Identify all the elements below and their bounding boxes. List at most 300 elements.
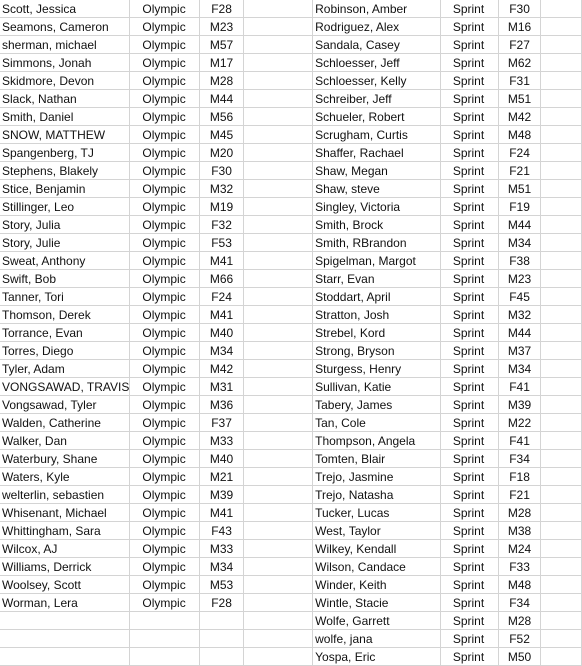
left-name-cell[interactable]: Thomson, Derek [0, 306, 130, 324]
left-race-cell[interactable]: Olympic [130, 0, 200, 18]
spacer-cell[interactable] [541, 288, 582, 306]
left-race-cell[interactable]: Olympic [130, 522, 200, 540]
spacer-cell[interactable] [243, 108, 312, 126]
spacer-cell[interactable] [541, 648, 582, 666]
left-division-cell[interactable]: M40 [200, 450, 244, 468]
left-race-cell[interactable]: Olympic [130, 360, 200, 378]
right-name-cell[interactable]: Schreiber, Jeff [313, 90, 441, 108]
right-division-cell[interactable]: F24 [498, 144, 541, 162]
spacer-cell[interactable] [243, 522, 312, 540]
right-race-cell[interactable]: Sprint [440, 432, 498, 450]
left-race-cell[interactable]: Olympic [130, 432, 200, 450]
right-name-cell[interactable]: Winder, Keith [313, 576, 441, 594]
right-division-cell[interactable]: M28 [498, 612, 541, 630]
right-name-cell[interactable]: Wilkey, Kendall [313, 540, 441, 558]
left-division-cell[interactable]: M41 [200, 306, 244, 324]
table-row [0, 396, 582, 414]
left-race-cell[interactable]: Olympic [130, 324, 200, 342]
right-division-cell[interactable]: F41 [498, 432, 541, 450]
right-race-cell[interactable]: Sprint [440, 198, 498, 216]
spacer-cell[interactable] [541, 72, 582, 90]
spacer-cell[interactable] [541, 342, 582, 360]
left-name-cell[interactable]: Walden, Catherine [0, 414, 130, 432]
spacer-cell[interactable] [541, 108, 582, 126]
spacer-cell[interactable] [541, 504, 582, 522]
right-name-cell[interactable]: Trejo, Jasmine [313, 468, 441, 486]
spacer-cell[interactable] [243, 432, 312, 450]
right-race-cell[interactable]: Sprint [440, 594, 498, 612]
right-race-cell[interactable]: Sprint [440, 270, 498, 288]
spacer-cell[interactable] [541, 0, 582, 18]
left-race-cell[interactable] [130, 630, 200, 648]
right-race-cell[interactable]: Sprint [440, 576, 498, 594]
right-name-cell[interactable]: Sandala, Casey [313, 36, 441, 54]
right-race-cell[interactable]: Sprint [440, 468, 498, 486]
right-race-cell[interactable]: Sprint [440, 144, 498, 162]
right-name-cell[interactable]: Starr, Evan [313, 270, 441, 288]
left-division-cell[interactable]: M42 [200, 360, 244, 378]
spacer-cell[interactable] [243, 630, 312, 648]
left-division-cell[interactable]: F24 [200, 288, 244, 306]
left-race-cell[interactable]: Olympic [130, 306, 200, 324]
left-division-cell[interactable]: M36 [200, 396, 244, 414]
left-race-cell[interactable]: Olympic [130, 558, 200, 576]
left-race-cell[interactable]: Olympic [130, 108, 200, 126]
right-name-cell[interactable]: Stratton, Josh [313, 306, 441, 324]
spacer-cell[interactable] [541, 180, 582, 198]
left-name-cell[interactable]: Scott, Jessica [0, 0, 130, 18]
left-division-cell[interactable]: M21 [200, 468, 244, 486]
table-row [0, 522, 582, 540]
left-race-cell[interactable]: Olympic [130, 180, 200, 198]
left-name-cell[interactable]: Tanner, Tori [0, 288, 130, 306]
right-name-cell[interactable]: Tabery, James [313, 396, 441, 414]
right-race-cell[interactable]: Sprint [440, 342, 498, 360]
right-division-cell[interactable]: F19 [498, 198, 541, 216]
left-division-cell[interactable]: M33 [200, 432, 244, 450]
left-race-cell[interactable]: Olympic [130, 576, 200, 594]
left-name-cell[interactable]: Waterbury, Shane [0, 450, 130, 468]
right-name-cell[interactable]: Tucker, Lucas [313, 504, 441, 522]
spacer-cell[interactable] [243, 450, 312, 468]
left-name-cell[interactable] [0, 648, 130, 666]
right-race-cell[interactable]: Sprint [440, 90, 498, 108]
left-race-cell[interactable]: Olympic [130, 162, 200, 180]
right-race-cell[interactable]: Sprint [440, 180, 498, 198]
left-name-cell[interactable]: Skidmore, Devon [0, 72, 130, 90]
left-race-cell[interactable]: Olympic [130, 396, 200, 414]
right-name-cell[interactable]: Shaffer, Rachael [313, 144, 441, 162]
right-name-cell[interactable]: Schloesser, Kelly [313, 72, 441, 90]
left-name-cell[interactable]: Worman, Lera [0, 594, 130, 612]
spacer-cell[interactable] [243, 288, 312, 306]
spacer-cell[interactable] [243, 162, 312, 180]
left-division-cell[interactable]: F32 [200, 216, 244, 234]
left-race-cell[interactable]: Olympic [130, 72, 200, 90]
right-name-cell[interactable]: Strong, Bryson [313, 342, 441, 360]
right-race-cell[interactable]: Sprint [440, 306, 498, 324]
right-division-cell[interactable]: M32 [498, 306, 541, 324]
left-race-cell[interactable]: Olympic [130, 594, 200, 612]
right-division-cell[interactable]: M23 [498, 270, 541, 288]
spacer-cell[interactable] [243, 540, 312, 558]
right-name-cell[interactable]: Tan, Cole [313, 414, 441, 432]
right-race-cell[interactable]: Sprint [440, 288, 498, 306]
left-name-cell[interactable]: Waters, Kyle [0, 468, 130, 486]
right-race-cell[interactable]: Sprint [440, 162, 498, 180]
left-name-cell[interactable]: Torrance, Evan [0, 324, 130, 342]
left-race-cell[interactable]: Olympic [130, 378, 200, 396]
spacer-cell[interactable] [541, 234, 582, 252]
spacer-cell[interactable] [243, 594, 312, 612]
left-race-cell[interactable]: Olympic [130, 252, 200, 270]
right-name-cell[interactable]: Trejo, Natasha [313, 486, 441, 504]
right-race-cell[interactable]: Sprint [440, 522, 498, 540]
right-name-cell[interactable]: Sullivan, Katie [313, 378, 441, 396]
left-division-cell[interactable]: F28 [200, 0, 244, 18]
right-name-cell[interactable]: Schloesser, Jeff [313, 54, 441, 72]
left-name-cell[interactable]: Smith, Daniel [0, 108, 130, 126]
right-division-cell[interactable]: M37 [498, 342, 541, 360]
left-division-cell[interactable]: M56 [200, 108, 244, 126]
spacer-cell[interactable] [541, 558, 582, 576]
right-name-cell[interactable]: Spigelman, Margot [313, 252, 441, 270]
right-division-cell[interactable]: M34 [498, 360, 541, 378]
spacer-cell[interactable] [541, 486, 582, 504]
right-name-cell[interactable]: Tomten, Blair [313, 450, 441, 468]
left-race-cell[interactable]: Olympic [130, 450, 200, 468]
left-name-cell[interactable]: SNOW, MATTHEW [0, 126, 130, 144]
left-division-cell[interactable]: F37 [200, 414, 244, 432]
spacer-cell[interactable] [243, 252, 312, 270]
spacer-cell[interactable] [541, 576, 582, 594]
spacer-cell[interactable] [243, 414, 312, 432]
spacer-cell[interactable] [243, 36, 312, 54]
right-division-cell[interactable]: M38 [498, 522, 541, 540]
left-race-cell[interactable]: Olympic [130, 288, 200, 306]
right-race-cell[interactable]: Sprint [440, 360, 498, 378]
right-division-cell[interactable]: M42 [498, 108, 541, 126]
right-division-cell[interactable]: M22 [498, 414, 541, 432]
right-division-cell[interactable]: M51 [498, 180, 541, 198]
right-division-cell[interactable]: M24 [498, 540, 541, 558]
left-name-cell[interactable]: Story, Julie [0, 234, 130, 252]
left-race-cell[interactable]: Olympic [130, 198, 200, 216]
spacer-cell[interactable] [541, 54, 582, 72]
right-name-cell[interactable]: Singley, Victoria [313, 198, 441, 216]
right-race-cell[interactable]: Sprint [440, 54, 498, 72]
left-division-cell[interactable]: M34 [200, 342, 244, 360]
right-name-cell[interactable]: Sturgess, Henry [313, 360, 441, 378]
right-name-cell[interactable]: wolfe, jana [313, 630, 441, 648]
spacer-cell[interactable] [243, 198, 312, 216]
left-name-cell[interactable]: Walker, Dan [0, 432, 130, 450]
right-division-cell[interactable]: F34 [498, 594, 541, 612]
left-race-cell[interactable]: Olympic [130, 414, 200, 432]
spacer-cell[interactable] [243, 72, 312, 90]
right-division-cell[interactable]: F27 [498, 36, 541, 54]
spacer-cell[interactable] [541, 270, 582, 288]
spacer-cell[interactable] [541, 252, 582, 270]
right-name-cell[interactable]: Wolfe, Garrett [313, 612, 441, 630]
right-race-cell[interactable]: Sprint [440, 0, 498, 18]
right-division-cell[interactable]: M62 [498, 54, 541, 72]
right-division-cell[interactable]: F52 [498, 630, 541, 648]
right-division-cell[interactable]: F30 [498, 0, 541, 18]
left-name-cell[interactable] [0, 630, 130, 648]
left-race-cell[interactable]: Olympic [130, 234, 200, 252]
left-division-cell[interactable] [200, 648, 244, 666]
spacer-cell[interactable] [243, 486, 312, 504]
right-name-cell[interactable]: West, Taylor [313, 522, 441, 540]
right-name-cell[interactable]: Yospa, Eric [313, 648, 441, 666]
left-name-cell[interactable]: Tyler, Adam [0, 360, 130, 378]
spacer-cell[interactable] [243, 90, 312, 108]
left-name-cell[interactable]: Stillinger, Leo [0, 198, 130, 216]
right-division-cell[interactable]: M34 [498, 234, 541, 252]
right-race-cell[interactable]: Sprint [440, 396, 498, 414]
table-row [0, 216, 582, 234]
spacer-cell[interactable] [541, 540, 582, 558]
right-division-cell[interactable]: F38 [498, 252, 541, 270]
left-name-cell[interactable]: welterlin, sebastien [0, 486, 130, 504]
left-race-cell[interactable]: Olympic [130, 504, 200, 522]
left-division-cell[interactable]: M19 [200, 198, 244, 216]
spacer-cell[interactable] [243, 360, 312, 378]
right-division-cell[interactable]: F21 [498, 486, 541, 504]
left-division-cell[interactable]: M41 [200, 252, 244, 270]
spacer-cell[interactable] [541, 198, 582, 216]
right-division-cell[interactable]: F33 [498, 558, 541, 576]
left-race-cell[interactable]: Olympic [130, 36, 200, 54]
spacer-cell[interactable] [243, 504, 312, 522]
left-race-cell[interactable]: Olympic [130, 486, 200, 504]
spacer-cell[interactable] [541, 432, 582, 450]
spacer-cell[interactable] [541, 306, 582, 324]
spacer-cell[interactable] [541, 126, 582, 144]
right-race-cell[interactable]: Sprint [440, 630, 498, 648]
right-race-cell[interactable]: Sprint [440, 234, 498, 252]
left-race-cell[interactable]: Olympic [130, 126, 200, 144]
spacer-cell[interactable] [541, 216, 582, 234]
spacer-cell[interactable] [243, 180, 312, 198]
right-race-cell[interactable]: Sprint [440, 612, 498, 630]
spacer-cell[interactable] [243, 144, 312, 162]
left-name-cell[interactable]: Wilcox, AJ [0, 540, 130, 558]
right-division-cell[interactable]: F21 [498, 162, 541, 180]
left-division-cell[interactable]: M34 [200, 558, 244, 576]
right-race-cell[interactable]: Sprint [440, 126, 498, 144]
left-division-cell[interactable]: M39 [200, 486, 244, 504]
right-name-cell[interactable]: Thompson, Angela [313, 432, 441, 450]
left-division-cell[interactable]: F28 [200, 594, 244, 612]
spacer-cell[interactable] [541, 414, 582, 432]
right-race-cell[interactable]: Sprint [440, 540, 498, 558]
right-division-cell[interactable]: M28 [498, 504, 541, 522]
right-race-cell[interactable]: Sprint [440, 324, 498, 342]
left-division-cell[interactable]: M31 [200, 378, 244, 396]
left-division-cell[interactable]: M17 [200, 54, 244, 72]
right-name-cell[interactable]: Rodriguez, Alex [313, 18, 441, 36]
spacer-cell[interactable] [541, 162, 582, 180]
right-race-cell[interactable]: Sprint [440, 504, 498, 522]
spacer-cell[interactable] [243, 18, 312, 36]
left-name-cell[interactable]: Simmons, Jonah [0, 54, 130, 72]
left-name-cell[interactable]: VONGSAWAD, TRAVIS [2, 379, 130, 394]
spacer-cell[interactable] [541, 360, 582, 378]
left-name-cell[interactable]: Spangenberg, TJ [0, 144, 130, 162]
left-division-cell[interactable] [200, 630, 244, 648]
left-division-cell[interactable]: M53 [200, 576, 244, 594]
right-division-cell[interactable]: M16 [498, 18, 541, 36]
spacer-cell[interactable] [243, 378, 312, 396]
right-division-cell[interactable]: F45 [498, 288, 541, 306]
left-name-cell[interactable]: Whittingham, Sara [0, 522, 130, 540]
left-name-cell[interactable]: Story, Julia [0, 216, 130, 234]
spacer-cell[interactable] [243, 648, 312, 666]
right-division-cell[interactable]: M44 [498, 216, 541, 234]
spacer-cell[interactable] [541, 324, 582, 342]
left-name-cell[interactable] [0, 612, 130, 630]
spacer-cell[interactable] [541, 378, 582, 396]
spacer-cell[interactable] [243, 324, 312, 342]
right-division-cell[interactable]: F31 [498, 72, 541, 90]
spacer-cell[interactable] [243, 306, 312, 324]
right-division-cell[interactable]: M39 [498, 396, 541, 414]
left-race-cell[interactable]: Olympic [130, 54, 200, 72]
right-name-cell[interactable]: Strebel, Kord [313, 324, 441, 342]
left-race-cell[interactable]: Olympic [130, 144, 200, 162]
right-race-cell[interactable]: Sprint [440, 450, 498, 468]
spacer-cell[interactable] [243, 342, 312, 360]
left-division-cell[interactable]: M40 [200, 324, 244, 342]
left-race-cell[interactable]: Olympic [130, 342, 200, 360]
left-race-cell[interactable]: Olympic [130, 468, 200, 486]
right-name-cell[interactable]: Shaw, steve [313, 180, 441, 198]
right-race-cell[interactable]: Sprint [440, 36, 498, 54]
spacer-cell[interactable] [243, 234, 312, 252]
left-name-cell[interactable]: Sweat, Anthony [0, 252, 130, 270]
right-division-cell[interactable]: F18 [498, 468, 541, 486]
right-division-cell[interactable]: F41 [498, 378, 541, 396]
right-division-cell[interactable]: M44 [498, 324, 541, 342]
left-division-cell[interactable]: M32 [200, 180, 244, 198]
left-division-cell[interactable]: M57 [200, 36, 244, 54]
right-name-cell[interactable]: Shaw, Megan [313, 162, 441, 180]
right-name-cell[interactable]: Smith, RBrandon [313, 234, 441, 252]
left-division-cell[interactable]: M20 [200, 144, 244, 162]
spacer-cell[interactable] [243, 396, 312, 414]
right-name-cell[interactable]: Schueler, Robert [313, 108, 441, 126]
left-name-cell[interactable]: sherman, michael [0, 36, 130, 54]
spacer-cell[interactable] [243, 54, 312, 72]
right-division-cell[interactable]: F34 [498, 450, 541, 468]
right-division-cell[interactable]: M51 [498, 90, 541, 108]
spacer-cell[interactable] [541, 594, 582, 612]
right-name-cell[interactable]: Wilson, Candace [313, 558, 441, 576]
spacer-cell[interactable] [541, 468, 582, 486]
left-division-cell[interactable]: F30 [200, 162, 244, 180]
left-race-cell[interactable]: Olympic [130, 540, 200, 558]
spacer-cell[interactable] [541, 522, 582, 540]
spacer-cell[interactable] [243, 126, 312, 144]
left-name-cell[interactable]: Seamons, Cameron [0, 18, 130, 36]
right-race-cell[interactable]: Sprint [440, 486, 498, 504]
spacer-cell[interactable] [541, 18, 582, 36]
spacer-cell[interactable] [541, 630, 582, 648]
right-name-cell[interactable]: Wintle, Stacie [313, 594, 441, 612]
left-division-cell[interactable]: M33 [200, 540, 244, 558]
left-name-cell[interactable]: Stephens, Blakely [0, 162, 130, 180]
left-race-cell[interactable]: Olympic [130, 90, 200, 108]
left-division-cell[interactable]: M41 [200, 504, 244, 522]
spacer-cell[interactable] [541, 90, 582, 108]
right-race-cell[interactable]: Sprint [440, 216, 498, 234]
spacer-cell[interactable] [243, 612, 312, 630]
right-race-cell[interactable]: Sprint [440, 414, 498, 432]
right-race-cell[interactable]: Sprint [440, 72, 498, 90]
left-name-cell[interactable]: Williams, Derrick [0, 558, 130, 576]
left-division-cell[interactable] [200, 612, 244, 630]
spacer-cell[interactable] [243, 0, 312, 18]
left-division-cell[interactable]: M44 [200, 90, 244, 108]
spacer-cell[interactable] [541, 396, 582, 414]
spacer-cell[interactable] [243, 216, 312, 234]
left-name-cell[interactable]: Whisenant, Michael [0, 504, 130, 522]
spacer-cell[interactable] [541, 450, 582, 468]
spacer-cell[interactable] [541, 144, 582, 162]
spacer-cell[interactable] [541, 36, 582, 54]
left-name-cell[interactable]: Vongsawad, Tyler [0, 396, 130, 414]
right-race-cell[interactable]: Sprint [440, 108, 498, 126]
right-race-cell[interactable]: Sprint [440, 648, 498, 666]
right-division-cell[interactable]: M50 [498, 648, 541, 666]
right-race-cell[interactable]: Sprint [440, 558, 498, 576]
left-race-cell[interactable] [130, 612, 200, 630]
spacer-cell[interactable] [243, 468, 312, 486]
right-race-cell[interactable]: Sprint [440, 18, 498, 36]
left-division-cell[interactable]: F53 [200, 234, 244, 252]
left-name-cell[interactable]: Woolsey, Scott [0, 576, 130, 594]
left-division-cell[interactable]: M66 [200, 270, 244, 288]
spacer-cell[interactable] [243, 558, 312, 576]
left-race-cell[interactable]: Olympic [130, 216, 200, 234]
left-name-cell[interactable]: Slack, Nathan [0, 90, 130, 108]
right-name-cell[interactable]: Stoddart, April [313, 288, 441, 306]
right-division-cell[interactable]: M48 [498, 576, 541, 594]
left-name-cell[interactable]: Torres, Diego [0, 342, 130, 360]
left-division-cell[interactable]: F43 [200, 522, 244, 540]
right-name-cell[interactable]: Smith, Brock [313, 216, 441, 234]
spacer-cell[interactable] [243, 270, 312, 288]
left-name-cell[interactable]: Swift, Bob [0, 270, 130, 288]
left-race-cell[interactable]: Olympic [130, 18, 200, 36]
right-name-cell[interactable]: Scrugham, Curtis [313, 126, 441, 144]
left-division-cell[interactable]: M45 [200, 126, 244, 144]
left-division-cell[interactable]: M28 [200, 72, 244, 90]
right-division-cell[interactable]: M48 [498, 126, 541, 144]
left-division-cell[interactable]: M23 [200, 18, 244, 36]
left-name-cell[interactable]: Stice, Benjamin [0, 180, 130, 198]
left-race-cell[interactable] [130, 648, 200, 666]
spacer-cell[interactable] [243, 576, 312, 594]
right-race-cell[interactable]: Sprint [440, 252, 498, 270]
right-name-cell[interactable]: Robinson, Amber [313, 0, 441, 18]
left-race-cell[interactable]: Olympic [130, 270, 200, 288]
spacer-cell[interactable] [541, 612, 582, 630]
table-row [0, 486, 582, 504]
right-race-cell[interactable]: Sprint [440, 378, 498, 396]
